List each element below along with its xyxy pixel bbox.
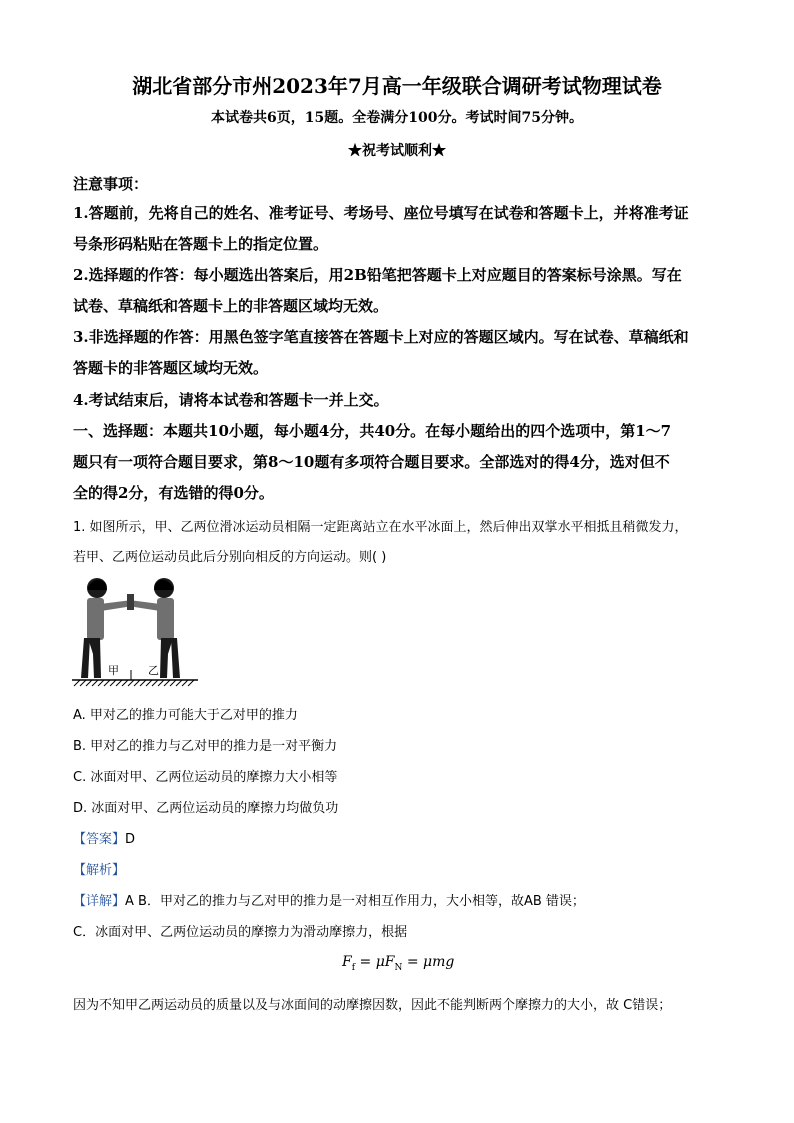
option-c: C. 冰面对甲、乙两位运动员的摩擦力大小相等 xyxy=(73,770,338,785)
detail-line xyxy=(73,890,585,909)
answer-line xyxy=(73,828,135,847)
section-instruction-line: 一、选择题：本题共10小题，每小题4分，共40分。在每小题给出的四个选项中，第1～7 xyxy=(73,422,672,440)
label-yi: 乙 xyxy=(148,664,159,677)
exam-subtitle: 本试卷共6页，15题。全卷满分100分。考试时间75分钟。 xyxy=(211,110,583,126)
ice-hatching xyxy=(74,680,194,686)
skater-left-legs xyxy=(88,638,101,678)
detail-line-2: C．冰面对甲、乙两位运动员的摩擦力为滑动摩擦力，根据 xyxy=(73,925,408,940)
question-stem-line: 若甲、乙两位运动员此后分别向相反的方向运动。则( ) xyxy=(73,550,387,565)
option-d: D. 冰面对甲、乙两位运动员的摩擦力均做负功 xyxy=(73,801,339,816)
detail-tag: 【详解】 xyxy=(73,894,126,909)
notice-line: 3.非选择题的作答：用黑色签字笔直接答在答题卡上对应的答题区域内。写在试卷、草稿纸和 xyxy=(73,328,689,346)
exam-title: 湖北省部分市州2023年7月高一年级联合调研考试物理试卷 xyxy=(132,74,662,98)
analysis-tag: 【解析】 xyxy=(73,863,126,878)
analysis-line xyxy=(73,859,125,878)
answer-tag: 【答案】 xyxy=(73,832,126,847)
answer-value: D xyxy=(125,832,136,847)
notice-line: 1.答题前，先将自己的姓名、准考证号、考场号、座位号填写在试卷和答题卡上，并将准考证 xyxy=(73,204,689,222)
notice-line: 答题卡的非答题区域均无效。 xyxy=(73,359,269,377)
notice-line: 试卷、草稿纸和答题卡上的非答题区域均无效。 xyxy=(73,297,389,315)
section-instruction-line: 题只有一项符合题目要求，第8～10题有多项符合题目要求。全部选对的得4分，选对但不 xyxy=(73,453,670,471)
option-b: B. 甲对乙的推力与乙对甲的推力是一对平衡力 xyxy=(73,739,338,754)
detail-line-3: 因为不知甲乙两运动员的质量以及与冰面间的动摩擦因数，因此不能判断两个摩擦力的大小，故 C错误； xyxy=(73,998,672,1013)
label-jia: 甲 xyxy=(108,664,119,677)
notice-heading: 注意事项： xyxy=(73,175,149,193)
notice-line: 2.选择题的作答：每小题选出答案后，用2B铅笔把答题卡上对应题目的答案标号涂黑。写在 xyxy=(73,266,682,284)
question-stem-line: 1. 如图所示，甲、乙两位滑冰运动员相隔一定距离站立在水平冰面上，然后伸出双掌水平相抵且稍微发力， xyxy=(73,520,688,535)
notice-line: 4.考试结束后，请将本试卷和答题卡一并上交。 xyxy=(73,391,389,409)
section-instruction-line: 全的得2分，有选错的得0分。 xyxy=(73,484,274,502)
notice-line: 号条形码粘贴在答题卡上的指定位置。 xyxy=(73,235,329,253)
friction-formula: $F_f = \mu F_N = \mu mg$ xyxy=(342,954,455,973)
option-a: A. 甲对乙的推力可能大于乙对甲的推力 xyxy=(73,708,298,723)
blessing-line: ★祝考试顺利★ xyxy=(348,143,446,159)
detail-text: A B．甲对乙的推力与乙对甲的推力是一对相互作用力，大小相等，故AB 错误； xyxy=(125,894,585,909)
pressed-hands xyxy=(127,594,134,610)
skaters-figure xyxy=(70,574,200,688)
skater-right-legs xyxy=(160,638,173,678)
